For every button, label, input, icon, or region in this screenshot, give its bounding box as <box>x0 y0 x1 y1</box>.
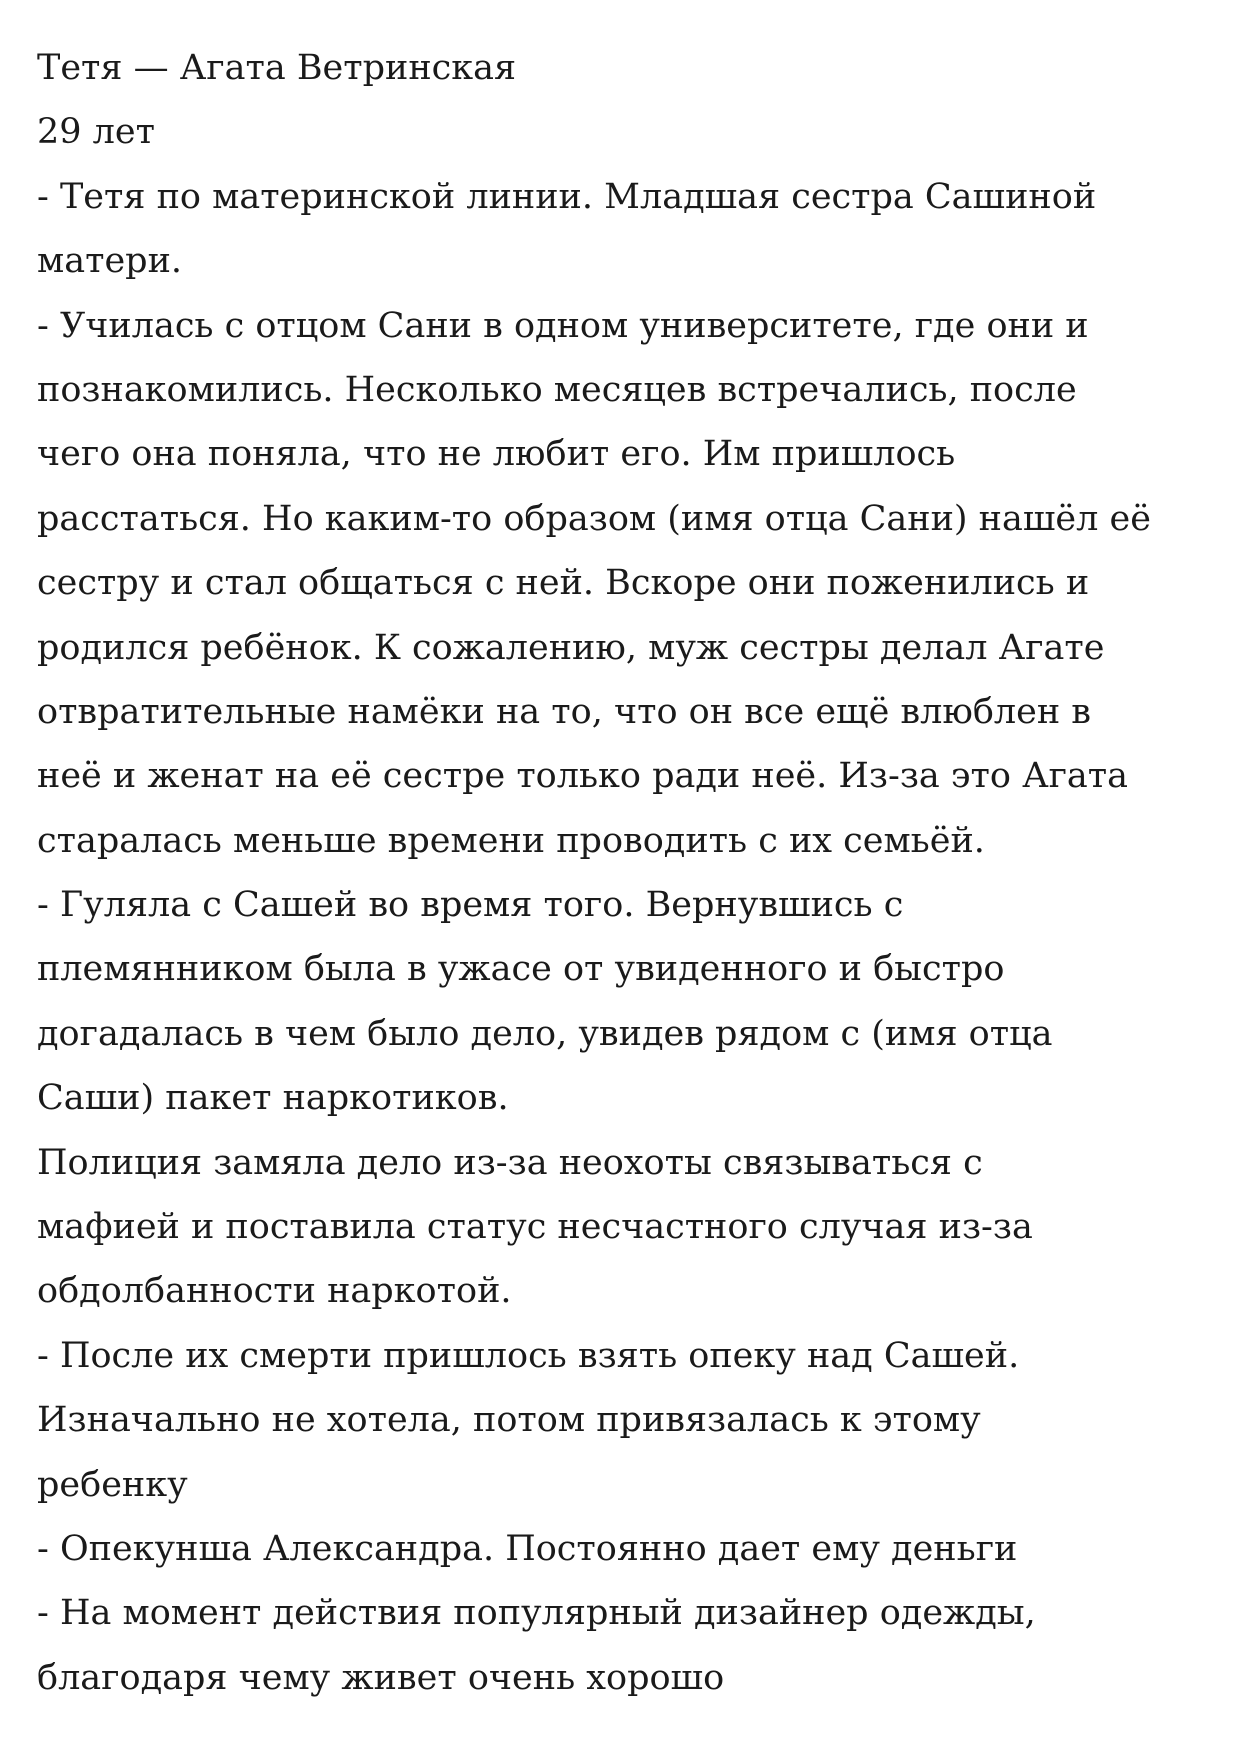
text-line: Полиция замяла дело из-за неохоты связываться с <box>37 1142 983 1183</box>
text-line: Изначально не хотела, потом привязалась к этому <box>37 1400 981 1441</box>
text-line: - На момент действия популярный дизайнер одежды, <box>37 1593 1036 1634</box>
age-line: 29 лет <box>37 112 155 153</box>
text-line: - Опекунша Александра. Постоянно дает ему деньги <box>37 1528 1018 1569</box>
text-line: расстаться. Но каким-то образом (имя отца Сани) нашёл её <box>37 498 1151 539</box>
text-line: неё и женат на её сестре только ради неё. Из-за это Агата <box>37 756 1129 797</box>
text-line: - Училась с отцом Сани в одном университете, где они и <box>37 305 1089 346</box>
text-line: сестру и стал общаться с ней. Вскоре они поженились и <box>37 563 1090 604</box>
text-line: матери. <box>37 241 183 282</box>
document-title: Тетя — Агата Ветринская <box>37 48 517 88</box>
text-line: племянником была в ужасе от увиденного и быстро <box>37 949 1005 990</box>
text-line: старалась меньше времени проводить с их семьёй. <box>37 820 985 861</box>
text-line: - После их смерти пришлось взять опеку над Сашей. <box>37 1335 1020 1376</box>
text-line: мафией и поставила статус несчастного случая из-за <box>37 1207 1033 1248</box>
text-line: - Гуляла с Сашей во время того. Вернувшись с <box>37 885 904 926</box>
text-line: отвратительные намёки на то, что он все ещё влюблен в <box>37 691 1091 732</box>
text-line: познакомились. Несколько месяцев встречались, после <box>37 369 1077 410</box>
text-line: благодаря чему живет очень хорошо <box>37 1657 725 1698</box>
text-line: обдолбанности наркотой. <box>37 1271 512 1312</box>
text-line: ребенку <box>37 1464 188 1505</box>
text-line: родился ребёнок. К сожалению, муж сестры делал Агате <box>37 627 1105 668</box>
text-line: Саши) пакет наркотиков. <box>37 1078 509 1119</box>
document-body <box>37 36 1217 1710</box>
text-line: чего она поняла, что не любит его. Им пришлось <box>37 434 956 475</box>
text-line: - Тетя по материнской линии. Младшая сестра Сашиной <box>37 176 1097 217</box>
text-line: догадалась в чем было дело, увидев рядом с (имя отца <box>37 1013 1053 1054</box>
